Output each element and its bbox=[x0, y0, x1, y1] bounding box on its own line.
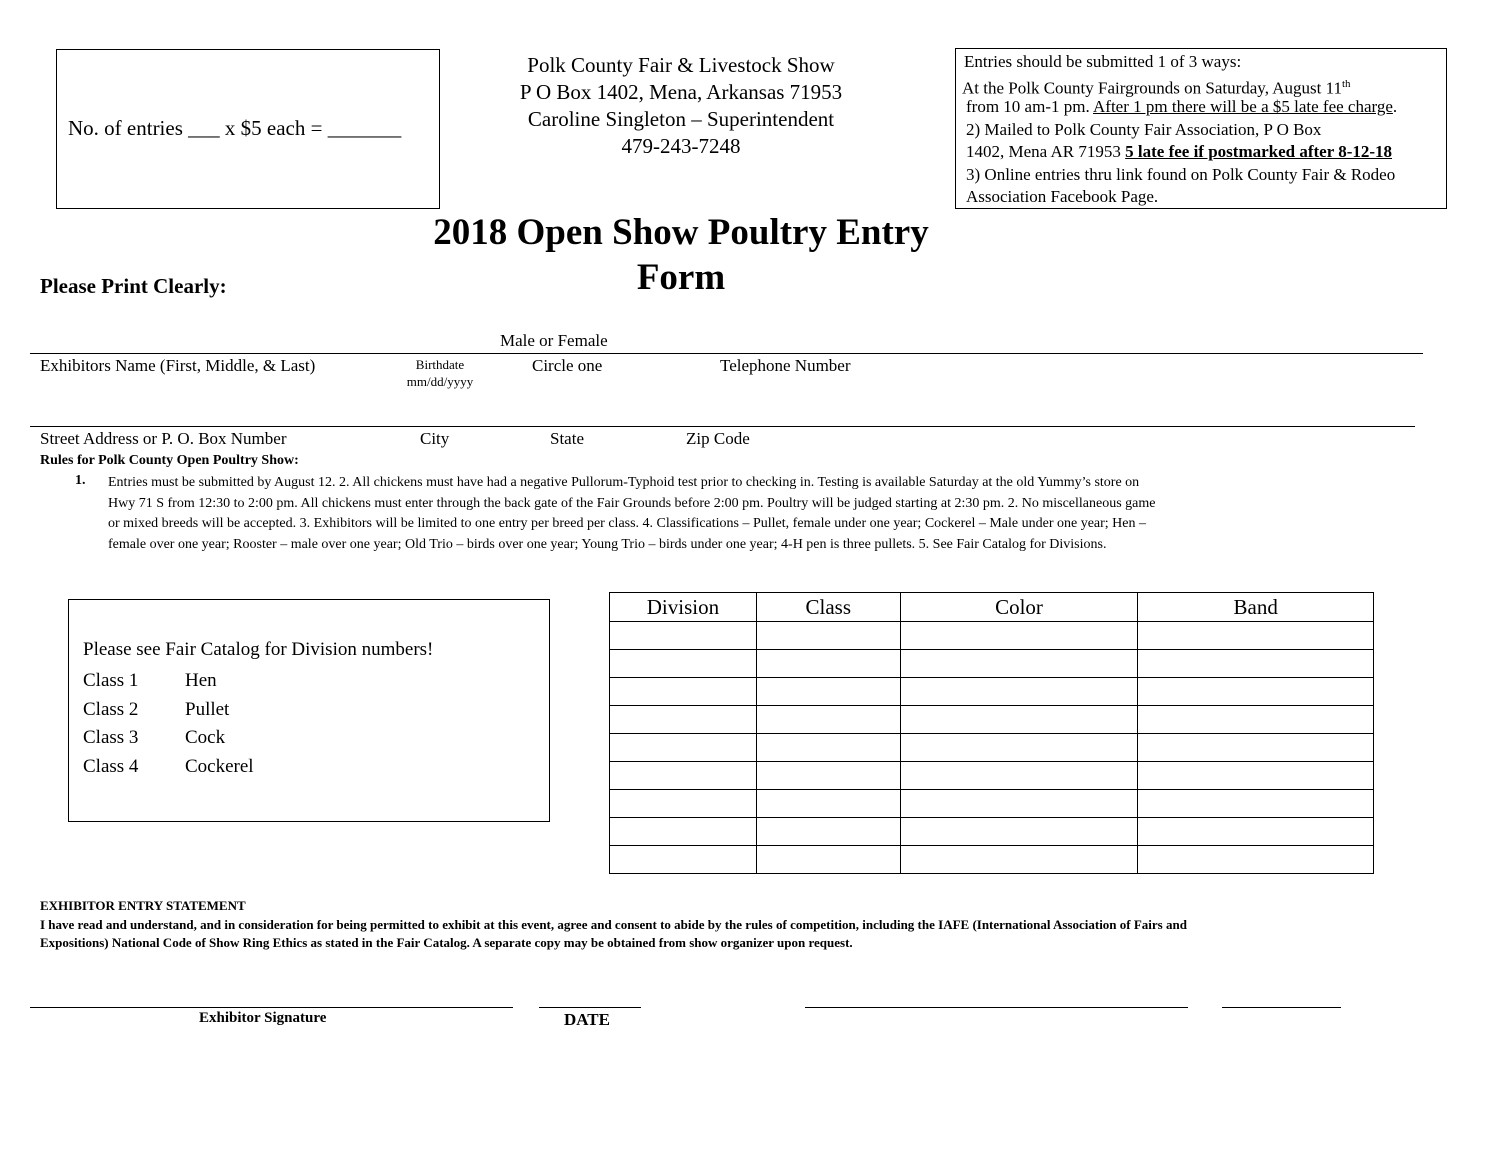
division-cell[interactable] bbox=[610, 650, 757, 678]
statement-line2: Expositions) National Code of Show Ring Ethics as stated in the Fair Catalog. A separate copy may be obtained from show organizer upon request. bbox=[40, 935, 853, 950]
class-number: Class 2 bbox=[83, 698, 139, 720]
division-note: Please see Fair Catalog for Division numbers! bbox=[83, 639, 434, 660]
submission-intro: Entries should be submitted 1 of 3 ways: bbox=[964, 52, 1242, 71]
class-item bbox=[83, 696, 254, 725]
division-cell[interactable] bbox=[610, 762, 757, 790]
signature-line[interactable] bbox=[30, 1007, 513, 1008]
division-cell[interactable] bbox=[610, 678, 757, 706]
class-cell[interactable] bbox=[756, 678, 900, 706]
male-female-label: Male or Female bbox=[500, 331, 608, 350]
exhibitor-name-label: Exhibitors Name (First, Middle, & Last) bbox=[40, 356, 316, 375]
band-cell[interactable] bbox=[1138, 846, 1374, 874]
table-row bbox=[610, 706, 1374, 734]
class-cell[interactable] bbox=[756, 846, 900, 874]
table-header-row bbox=[610, 593, 1374, 622]
fee-calculation-label: No. of entries ___ x $5 each = _______ bbox=[68, 116, 402, 140]
division-cell[interactable] bbox=[610, 846, 757, 874]
division-cell[interactable] bbox=[610, 790, 757, 818]
table-row bbox=[610, 734, 1374, 762]
submission-way3-line2: Association Facebook Page. bbox=[966, 187, 1159, 206]
city-label: City bbox=[420, 429, 450, 448]
band-cell[interactable] bbox=[1138, 650, 1374, 678]
mail-late-fee-notice: 5 late fee if postmarked after 8-12-18 bbox=[1125, 142, 1393, 161]
table-row bbox=[610, 678, 1374, 706]
title-line1: 2018 Open Show Poultry Entry bbox=[433, 212, 929, 253]
entry-table bbox=[609, 592, 1374, 874]
telephone-label: Telephone Number bbox=[720, 356, 851, 375]
name-line bbox=[30, 353, 1423, 354]
class-cell[interactable] bbox=[756, 734, 900, 762]
way1-sup: th bbox=[1342, 78, 1351, 90]
class-cell[interactable] bbox=[756, 790, 900, 818]
submission-way1-line2 bbox=[966, 96, 1397, 119]
statement-heading: EXHIBITOR ENTRY STATEMENT bbox=[40, 898, 246, 913]
color-cell[interactable] bbox=[900, 650, 1138, 678]
zip-label: Zip Code bbox=[686, 429, 750, 448]
class-cell[interactable] bbox=[756, 622, 900, 650]
band-header: Band bbox=[1138, 593, 1374, 622]
color-cell[interactable] bbox=[900, 678, 1138, 706]
submission-way2-line2 bbox=[966, 141, 1392, 164]
fee-box bbox=[56, 49, 440, 209]
table-row bbox=[610, 790, 1374, 818]
band-cell[interactable] bbox=[1138, 790, 1374, 818]
table-row bbox=[610, 846, 1374, 874]
division-header: Division bbox=[610, 593, 757, 622]
exhibitor-signature-label: Exhibitor Signature bbox=[199, 1010, 327, 1026]
late-fee-notice: After 1 pm there will be a $5 late fee charge bbox=[1093, 97, 1393, 116]
division-cell[interactable] bbox=[610, 706, 757, 734]
form-title bbox=[400, 210, 962, 300]
rules-number: 1. bbox=[75, 473, 86, 488]
color-cell[interactable] bbox=[900, 706, 1138, 734]
band-cell[interactable] bbox=[1138, 734, 1374, 762]
extra-date-line[interactable] bbox=[1222, 1007, 1341, 1008]
class-cell[interactable] bbox=[756, 650, 900, 678]
band-cell[interactable] bbox=[1138, 678, 1374, 706]
way1-period: . bbox=[1392, 97, 1398, 116]
address-line bbox=[30, 426, 1415, 427]
org-name: Polk County Fair & Livestock Show bbox=[527, 53, 835, 77]
class-name: Cock bbox=[185, 727, 226, 748]
color-cell[interactable] bbox=[900, 818, 1138, 846]
table-row bbox=[610, 762, 1374, 790]
state-label: State bbox=[550, 429, 584, 448]
street-label: Street Address or P. O. Box Number bbox=[40, 429, 287, 448]
org-phone: 479-243-7248 bbox=[621, 134, 741, 158]
rules-line3: or mixed breeds will be accepted. 3. Exhibitors will be limited to one entry per breed per class. 4. Classifications – Pullet, female under one year; Cockerel – Male under one year; Hen – bbox=[108, 516, 1147, 531]
circle-one-label: Circle one bbox=[532, 356, 603, 375]
date-line[interactable] bbox=[539, 1007, 641, 1008]
class-name: Pullet bbox=[185, 698, 230, 720]
band-cell[interactable] bbox=[1138, 706, 1374, 734]
table-row bbox=[610, 818, 1374, 846]
class-header: Class bbox=[756, 593, 900, 622]
class-number: Class 1 bbox=[83, 670, 139, 691]
class-item bbox=[83, 753, 254, 782]
class-cell[interactable] bbox=[756, 706, 900, 734]
color-cell[interactable] bbox=[900, 846, 1138, 874]
rules-line2: Hwy 71 S from 12:30 to 2:00 pm. All chickens must enter through the back gate of the Fair Grounds before 2:00 pm. Poultry will be judged starting at 2:30 pm. 2. No miscellaneous game bbox=[108, 495, 1156, 511]
band-cell[interactable] bbox=[1138, 762, 1374, 790]
class-info-box bbox=[68, 599, 550, 822]
class-name: Cockerel bbox=[185, 755, 254, 777]
class-list bbox=[83, 667, 254, 781]
class-cell[interactable] bbox=[756, 762, 900, 790]
class-item bbox=[83, 724, 254, 753]
class-number: Class 3 bbox=[83, 727, 139, 748]
color-cell[interactable] bbox=[900, 762, 1138, 790]
header-block bbox=[470, 52, 892, 160]
color-cell[interactable] bbox=[900, 790, 1138, 818]
rules-heading: Rules for Polk County Open Poultry Show: bbox=[40, 453, 299, 468]
class-item bbox=[83, 667, 254, 696]
band-cell[interactable] bbox=[1138, 622, 1374, 650]
division-cell[interactable] bbox=[610, 622, 757, 650]
class-name: Hen bbox=[185, 670, 217, 691]
print-clearly-label: Please Print Clearly: bbox=[40, 274, 227, 298]
statement-text bbox=[40, 916, 1187, 952]
superintendent: Caroline Singleton – Superintendent bbox=[527, 107, 835, 131]
submission-way2: 2) Mailed to Polk County Fair Association, P O Box bbox=[966, 120, 1322, 139]
table-row bbox=[610, 650, 1374, 678]
division-cell[interactable] bbox=[610, 818, 757, 846]
org-address: P O Box 1402, Mena, Arkansas 71953 bbox=[519, 80, 843, 104]
way1-text: At the Polk County Fairgrounds on Saturday, August 11 bbox=[962, 78, 1342, 98]
color-cell[interactable] bbox=[900, 622, 1138, 650]
date-label: DATE bbox=[564, 1010, 610, 1029]
band-cell[interactable] bbox=[1138, 818, 1374, 846]
birthdate-label: Birthdate bbox=[415, 357, 465, 372]
way2-address: 1402, Mena AR 71953 bbox=[966, 142, 1126, 161]
statement-line1: I have read and understand, and in consideration for being permitted to exhibit at this event, agree and consent to abide by the rules of competition, including the IAFE (International Association of Fairs and bbox=[40, 917, 1187, 932]
extra-signature-line[interactable] bbox=[805, 1007, 1188, 1008]
table-row bbox=[610, 622, 1374, 650]
color-header: Color bbox=[900, 593, 1138, 622]
rules-text bbox=[108, 473, 1408, 555]
birthdate-format: mm/dd/yyyy bbox=[406, 374, 474, 389]
submission-box bbox=[955, 48, 1447, 209]
color-cell[interactable] bbox=[900, 734, 1138, 762]
class-cell[interactable] bbox=[756, 818, 900, 846]
birthdate-label-block bbox=[395, 356, 485, 390]
title-line2: Form bbox=[636, 257, 726, 298]
way1-time: from 10 am-1 pm. bbox=[966, 97, 1094, 116]
submission-way3: 3) Online entries thru link found on Polk County Fair & Rodeo bbox=[966, 165, 1396, 184]
class-number: Class 4 bbox=[83, 755, 139, 777]
rules-line4: female over one year; Rooster – male over one year; Old Trio – birds over one year; Young Trio – birds under one year; 4-H pen is three pullets. 5. See Fair Catalog for Divisions. bbox=[108, 536, 1107, 552]
rules-line1: Entries must be submitted by August 12. 2. All chickens must have had a negative Pullorum-Typhoid test prior to checking in. Testing is available Saturday at the old Yummy’s store on bbox=[108, 475, 1140, 490]
division-cell[interactable] bbox=[610, 734, 757, 762]
